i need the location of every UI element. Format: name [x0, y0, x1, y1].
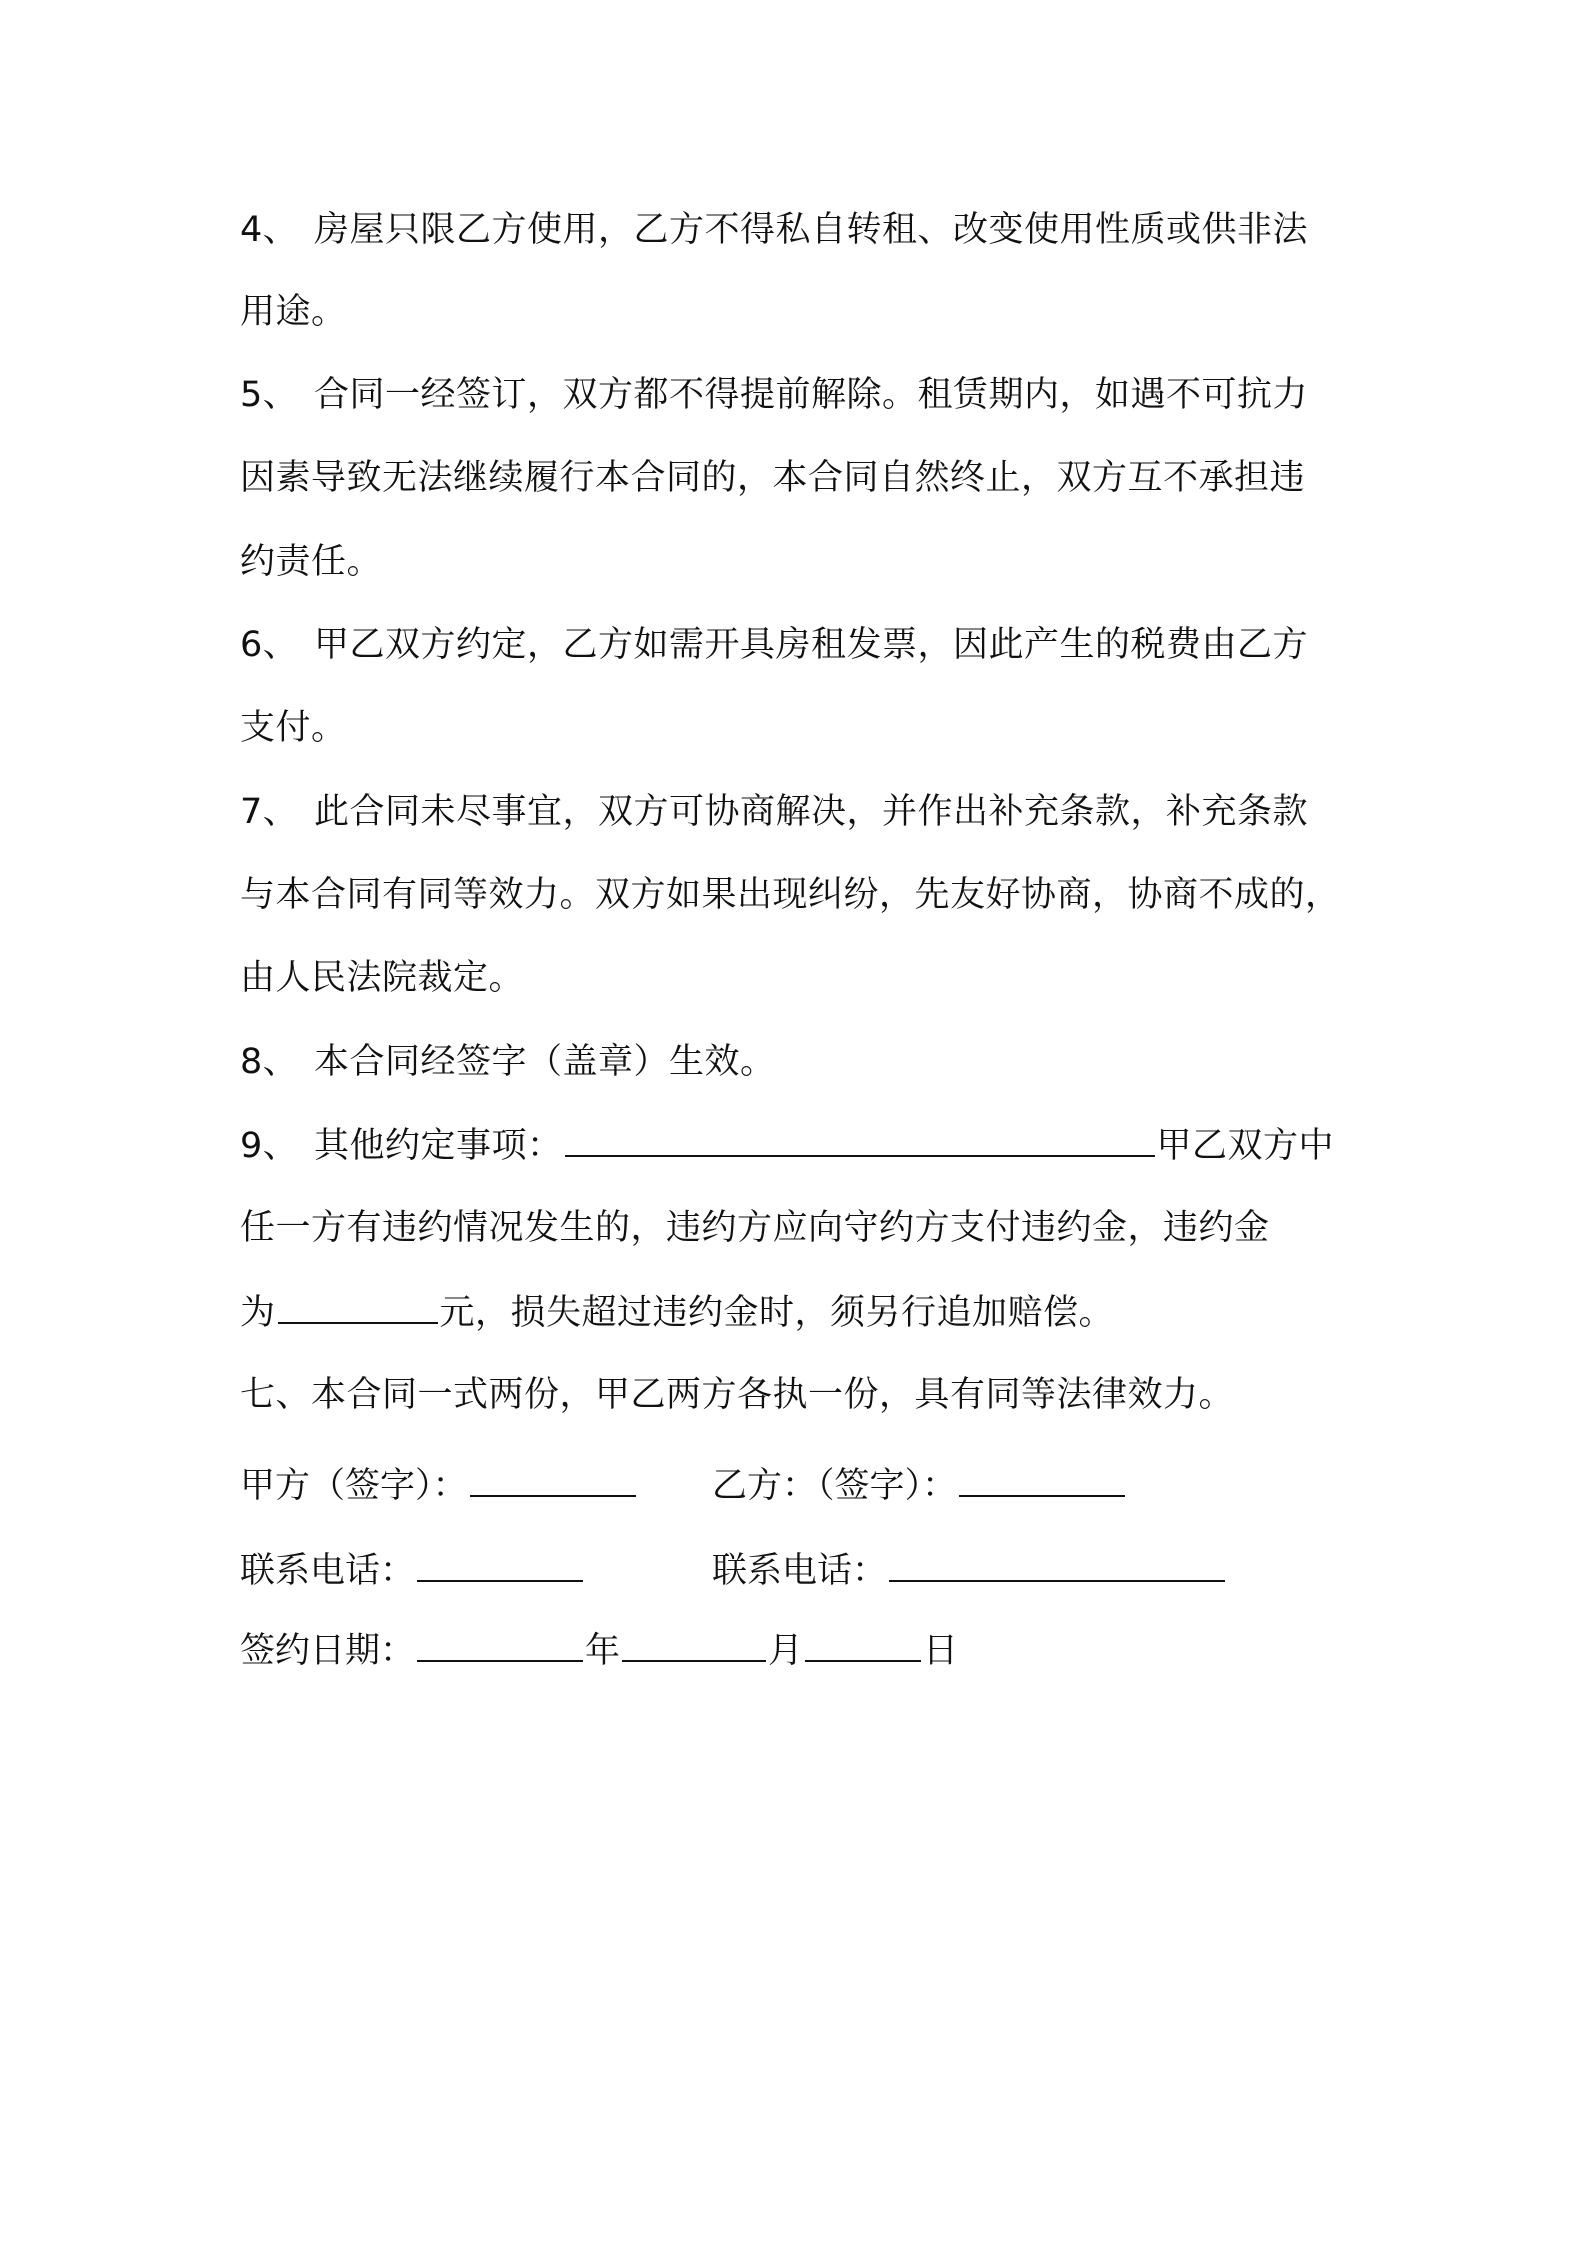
day-unit: 日 — [923, 1631, 959, 1671]
clause-9-line-1 — [240, 1125, 1360, 1169]
date-label: 签约日期： — [240, 1631, 416, 1671]
clause-text: 元，损失超过违约金时，须另行追加赔偿。 — [439, 1293, 1115, 1333]
clause-number: 8、 — [240, 1042, 299, 1082]
clause-7-line-2 — [240, 875, 1360, 919]
clause-number: 9、 — [240, 1126, 299, 1166]
party-a-label: 甲方（签字）： — [240, 1466, 468, 1506]
phone-a-label: 联系电话： — [240, 1551, 416, 1591]
party-a-signature-blank[interactable] — [470, 1465, 636, 1497]
day-blank[interactable] — [805, 1630, 921, 1662]
phone-a-blank[interactable] — [417, 1550, 583, 1582]
clause-text: 与本合同有同等效力。双方如果出现纠纷，先友好协商，协商不成的， — [240, 875, 1341, 915]
clause-text: 由人民法院裁定。 — [240, 958, 525, 998]
section-seven-line — [240, 1375, 1360, 1419]
clause-5-line-2 — [240, 458, 1360, 502]
clause-number: 7、 — [240, 792, 299, 832]
clause-text: 约责任。 — [240, 542, 383, 582]
clause-7-line-3 — [240, 958, 1360, 1002]
year-blank[interactable] — [417, 1630, 583, 1662]
clause-4-line-1 — [240, 210, 1360, 254]
clause-6-line-1 — [240, 625, 1360, 669]
party-b-label: 乙方：（签字）： — [712, 1466, 958, 1506]
clause-7-line-1 — [240, 792, 1360, 836]
party-b-phone — [712, 1550, 1227, 1594]
clause-text: 本合同经签字（盖章）生效。 — [314, 1042, 776, 1082]
clause-5-line-3 — [240, 542, 1360, 586]
clause-text: 甲乙双方约定，乙方如需开具房租发票，因此产生的税费由乙方 — [314, 625, 1309, 665]
party-b-signature — [712, 1465, 1127, 1509]
month-blank[interactable] — [622, 1630, 766, 1662]
party-a-phone — [240, 1550, 585, 1594]
clause-text: 任一方有违约情况发生的，违约方应向守约方支付违约金，违约金 — [240, 1208, 1270, 1248]
clause-9-line-3 — [240, 1292, 1360, 1336]
clause-8-line-1 — [240, 1042, 1360, 1086]
year-unit: 年 — [585, 1631, 621, 1671]
signing-date — [240, 1630, 958, 1674]
penalty-amount-blank[interactable] — [278, 1292, 438, 1324]
other-terms-blank[interactable] — [565, 1125, 1155, 1157]
clause-text: 合同一经签订，双方都不得提前解除。租赁期内，如遇不可抗力 — [314, 375, 1309, 415]
clause-9-line-2 — [240, 1208, 1360, 1252]
clause-6-line-2 — [240, 708, 1360, 752]
month-unit: 月 — [768, 1631, 804, 1671]
clause-text: 房屋只限乙方使用，乙方不得私自转租、改变使用性质或供非法 — [314, 210, 1309, 250]
clause-text: 支付。 — [240, 708, 347, 748]
phone-b-label: 联系电话： — [712, 1551, 888, 1591]
phone-b-blank[interactable] — [889, 1550, 1225, 1582]
clause-text: 此合同未尽事宜，双方可协商解决，并作出补充条款，补充条款 — [314, 792, 1309, 832]
clause-5-line-1 — [240, 375, 1360, 419]
clause-number: 4、 — [240, 210, 299, 250]
clause-number: 5、 — [240, 375, 299, 415]
clause-text: 因素导致无法继续履行本合同的，本合同自然终止，双方互不承担违 — [240, 458, 1306, 498]
clause-text: 其他约定事项： — [314, 1126, 563, 1166]
party-a-signature — [240, 1465, 638, 1509]
clause-number: 6、 — [240, 625, 299, 665]
clause-text: 甲乙双方中 — [1156, 1126, 1335, 1166]
clause-text: 用途。 — [240, 292, 347, 332]
party-b-signature-blank[interactable] — [959, 1465, 1125, 1497]
clause-4-line-2 — [240, 292, 1360, 336]
clause-text: 为 — [240, 1293, 276, 1333]
clause-text: 七、本合同一式两份，甲乙两方各执一份，具有同等法律效力。 — [240, 1375, 1235, 1415]
